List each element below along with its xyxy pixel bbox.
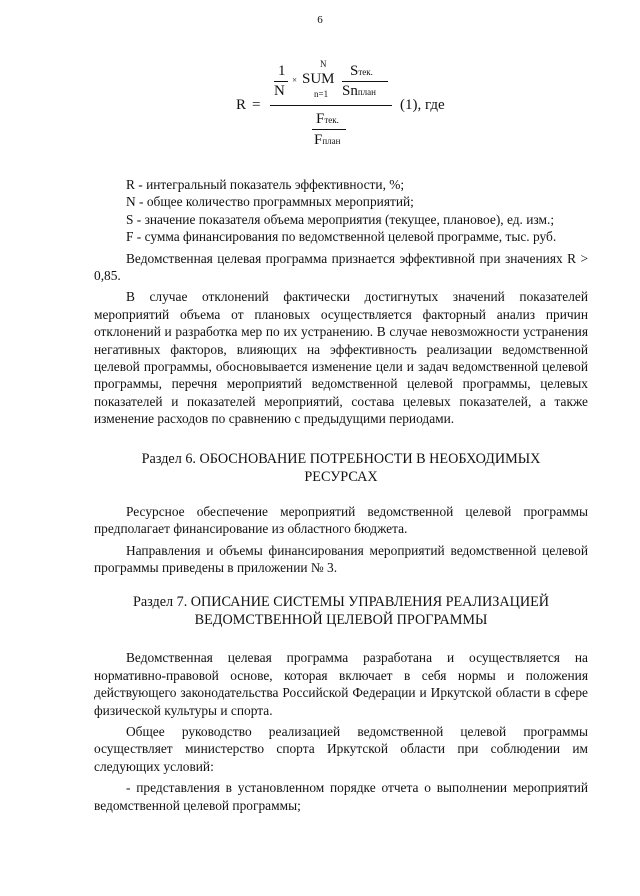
definition-f: F - сумма финансирования по ведомственной целевой программе, тыс. руб. [126, 229, 557, 245]
formula-sum: SUM [302, 71, 335, 87]
section-7-heading: Раздел 7. ОПИСАНИЕ СИСТЕМЫ УПРАВЛЕНИЯ РЕАЛИЗАЦИЕЙ ВЕДОМСТВЕННОЙ ЦЕЛЕВОЙ ПРОГРАММЫ [132, 594, 550, 629]
section-7-paragraph: Общее руководство реализацией ведомственной целевой программы осуществляет министерство спорта Иркутской области при соблюдении им следующих условий: [94, 723, 588, 774]
formula-sum-bottom: n=1 [314, 89, 329, 99]
page-number: 6 [317, 14, 323, 26]
formula-lhs: R [236, 97, 247, 113]
section-6-paragraph: Ресурсное обеспечение мероприятий ведомственной целевой программы предполагает финансирование из областного бюджета. [94, 503, 588, 537]
formula-times: × [292, 75, 298, 85]
formula-n: N [274, 83, 285, 99]
formula-tail: (1), где [400, 97, 445, 113]
definition-s: S - значение показателя объема мероприятия (текущее, плановое), ед. изм.; [126, 211, 555, 227]
definition-r: R - интегральный показатель эффективности, %; [126, 177, 405, 192]
formula-s-current: Sтек. [350, 63, 373, 79]
formula-fraction-bar-f [312, 129, 346, 130]
document-body [94, 176, 588, 814]
formula-f-plan: Fплан [314, 132, 341, 148]
efficiency-formula [236, 56, 476, 160]
formula-one: 1 [278, 63, 286, 79]
section-7-list-item: - представления в установленном порядке отчета о выполнении мероприятий ведомственной целевой программы; [94, 780, 588, 813]
formula-sum-top: N [320, 59, 327, 69]
formula-s-plan: Snплан [342, 83, 376, 99]
efficiency-criterion-paragraph: Ведомственная целевая программа признается эффективной при значениях R > 0,85. [94, 250, 588, 284]
deviation-analysis-paragraph: В случае отклонений фактически достигнутых значений показателей мероприятий объема от плановых осуществляется факторный анализ причин отклонений и разработка мер по их устранению. В случае невозможности устранения негативных факторов, влияющих на эффективность реализации ведомственной целевой программы, обосновывается изменение цели и задач ведомственной целевой программы, перечня мероприятий ведомственной целевой программы, целевых показателей и показателей мероприятий, состава целевых показателей, а также изменение расходов по сравнению с предыдущими периодами. [94, 289, 588, 427]
definition-n: N - общее количество программных мероприятий; [126, 194, 414, 210]
section-6-heading: Раздел 6. ОБОСНОВАНИЕ ПОТРЕБНОСТИ В НЕОБХОДИМЫХ РЕСУРСАХ [141, 450, 541, 485]
formula-fraction-bar-s [342, 81, 388, 82]
formula-main-fraction-bar [270, 105, 392, 106]
section-7-paragraph: Ведомственная целевая программа разработана и осуществляется на нормативно-правовой основе, которая включает в себя нормы и положения действующего законодательства Российской Федерации и Иркутской области в сфере физической культуры и спорта. [94, 650, 588, 718]
formula-f-current: Fтек. [316, 111, 339, 127]
formula-equals: = [252, 97, 261, 113]
section-6-paragraph: Направления и объемы финансирования мероприятий ведомственной целевой программы приведены в приложении № 3. [94, 542, 588, 575]
formula-fraction-bar-small [274, 81, 288, 82]
